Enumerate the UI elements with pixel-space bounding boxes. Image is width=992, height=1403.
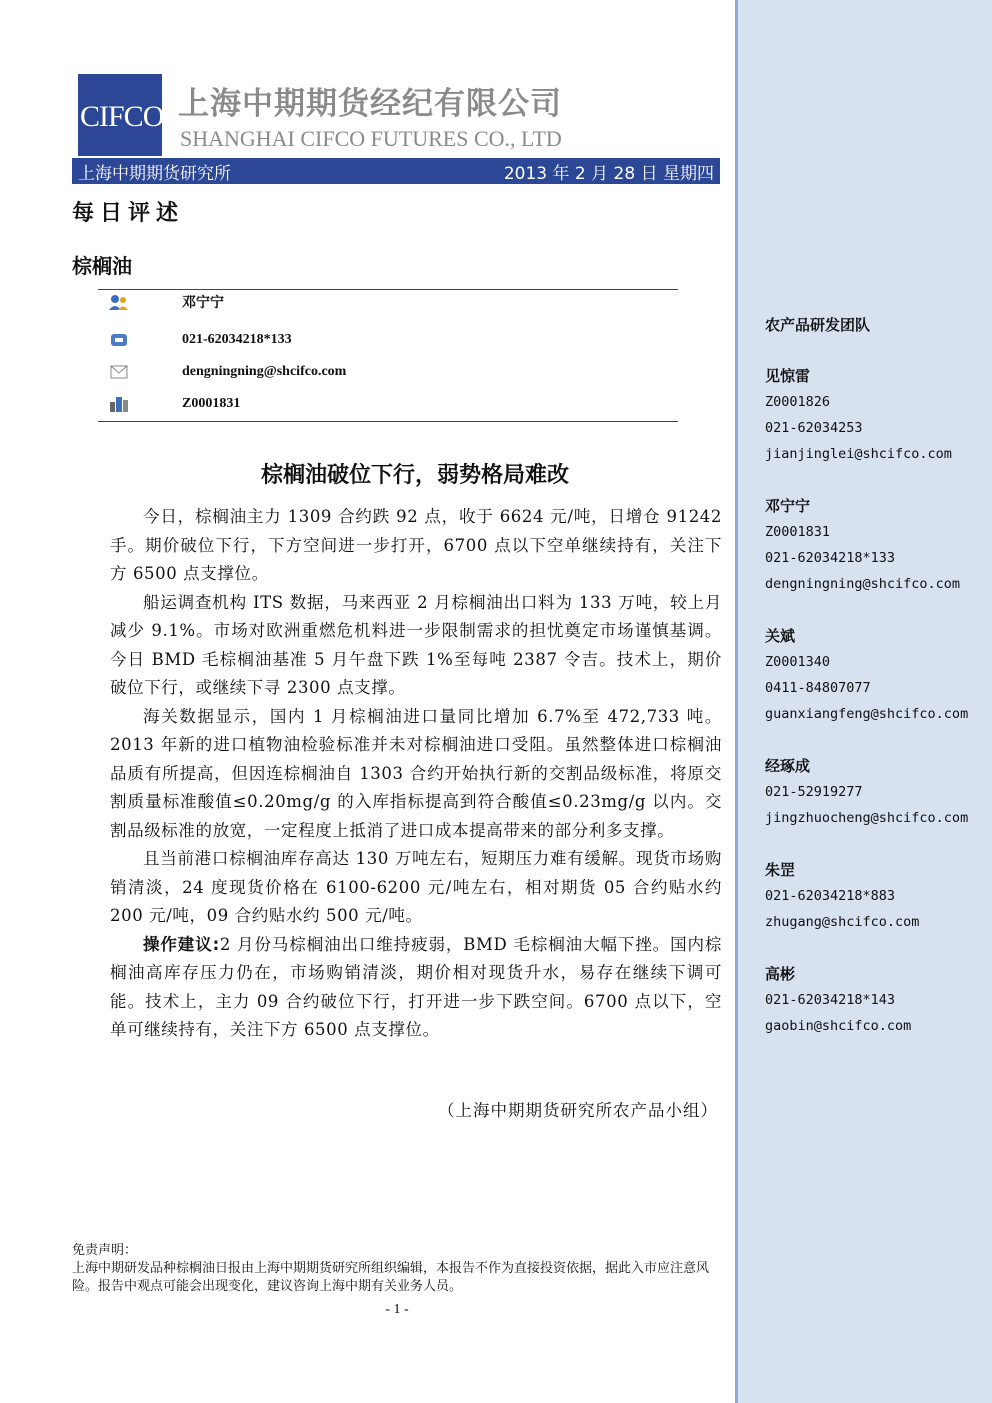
team-member bbox=[765, 493, 960, 597]
member-email[interactable]: guanxiangfeng@shcifco.com bbox=[765, 706, 969, 722]
member-email[interactable]: zhugang@shcifco.com bbox=[765, 914, 920, 930]
member-phone: 021-52919277 bbox=[765, 784, 863, 800]
team-title: 农产品研发团队 bbox=[765, 316, 871, 334]
analyst-license: Z0001831 bbox=[182, 396, 241, 411]
contact-phone-row bbox=[108, 330, 292, 350]
article-headline: 棕榈油破位下行，弱势格局难改 bbox=[260, 463, 569, 488]
analyst-email[interactable]: dengningning@shcifco.com bbox=[182, 364, 347, 379]
team-member bbox=[765, 363, 952, 467]
member-phone: 021-62034218*133 bbox=[765, 550, 896, 566]
member-phone: 0411-84807077 bbox=[765, 680, 871, 696]
contact-bottom-rule bbox=[98, 421, 678, 422]
disclaimer bbox=[72, 1242, 722, 1296]
article-paragraph: 且当前港口棕榈油库存高达 130 万吨左右，短期压力难有缓解。现货市场购销清淡，24 度现货价格在 6100-6200 元/吨左右，相对期货 05 合约贴水约 200 元/吨，09 合约贴水约 500 元/吨。 bbox=[110, 849, 722, 925]
member-name: 经琢成 bbox=[765, 757, 811, 775]
article-paragraph: 船运调查机构 ITS 数据，马来西亚 2 月棕榈油出口料为 133 万吨，较上月减少 9.1%。市场对欧洲重燃危机料进一步限制需求的担忧奠定市场谨慎基调。今日 BMD 毛棕榈油基准 5 月午盘下跌 1%至每吨 2387 令吉。技术上，期价破位下行，或继续下寻 2300 点支撑。 bbox=[110, 592, 722, 697]
advice-paragraph bbox=[110, 931, 722, 1045]
member-phone: 021-62034218*143 bbox=[765, 992, 896, 1008]
member-email[interactable]: jianjinglei@shcifco.com bbox=[765, 446, 952, 462]
header-bar bbox=[72, 158, 720, 184]
contact-license-row bbox=[108, 394, 241, 414]
member-name: 见惊雷 bbox=[765, 367, 811, 385]
telephone-icon bbox=[108, 331, 130, 349]
institute-name: 上海中期期货研究所 bbox=[78, 163, 231, 184]
member-email[interactable]: dengningning@shcifco.com bbox=[765, 576, 961, 592]
building-icon bbox=[108, 395, 130, 413]
team-member bbox=[765, 961, 911, 1039]
member-license: Z0001826 bbox=[765, 394, 831, 410]
member-license: Z0001831 bbox=[765, 524, 831, 540]
advice-label: 操作建议: bbox=[143, 934, 220, 954]
member-phone: 021-62034218*883 bbox=[765, 888, 896, 904]
member-email[interactable]: jingzhuocheng@shcifco.com bbox=[765, 810, 969, 826]
advice-text: 2 月份马棕榈油出口维持疲弱，BMD 毛棕榈油大幅下挫。国内棕榈油高库存压力仍在，市场购销清淡，期价相对现货升水，易存在继续下调可能。技术上，主力 09 合约破位下行，打开进一步下跌空间。6700 点以下，空单可继续持有，关注下方 6500 点支撑位。 bbox=[110, 934, 722, 1039]
article-body bbox=[110, 503, 722, 1045]
member-name: 朱罡 bbox=[765, 861, 796, 879]
company-name-en: SHANGHAI CIFCO FUTURES CO., LTD bbox=[180, 126, 562, 151]
analyst-name: 邓宁宁 bbox=[182, 296, 224, 311]
team-member bbox=[765, 753, 968, 831]
section-title: 每日评述 bbox=[72, 201, 185, 226]
analyst-phone: 021-62034218*133 bbox=[182, 332, 292, 347]
page-number: - 1 - bbox=[385, 1302, 409, 1317]
report-date: 2013 年 2 月 28 日 星期四 bbox=[503, 163, 714, 184]
article-paragraph: 海关数据显示，国内 1 月棕榈油进口量同比增加 6.7%至 472,733 吨。2013 年新的进口植物油检验标准并未对棕榈油进口受阻。虽然整体进口棕榈油品质有所提高，但因连棕榈油自 1303 合约开始执行新的交割品级标准，将原交割质量标准酸值≤0.20mg/g 的入库指标提高到符合酸值≤0.23mg/g 以内。交割品级标准的放宽，一定程度上抵消了进口成本提高带来的部分利多支撑。 bbox=[110, 706, 722, 840]
member-phone: 021-62034253 bbox=[765, 420, 863, 436]
contact-top-rule bbox=[98, 289, 678, 290]
envelope-icon bbox=[108, 363, 130, 381]
article-signature: （上海中期期货研究所农产品小组） bbox=[438, 1101, 718, 1120]
member-name: 高彬 bbox=[765, 965, 796, 983]
contact-name-row bbox=[108, 292, 224, 312]
disclaimer-text: 上海中期研发品种棕榈油日报由上海中期期货研究所组织编辑，本报告不作为直接投资依据，据此入市应注意风险。报告中观点可能会出现变化，建议咨询上海中期有关业务人员。 bbox=[72, 1261, 710, 1294]
team-member bbox=[765, 857, 919, 935]
member-email[interactable]: gaobin@shcifco.com bbox=[765, 1018, 912, 1034]
disclaimer-title: 免责声明： bbox=[72, 1243, 138, 1258]
article-paragraph: 今日，棕榈油主力 1309 合约跌 92 点，收于 6624 元/吨，日增仓 91242 手。期价破位下行，下方空间进一步打开，6700 点以下空单继续持有，关注下方 6500 点支撑位。 bbox=[110, 507, 722, 583]
commodity-title: 棕榈油 bbox=[72, 254, 132, 278]
member-name: 邓宁宁 bbox=[765, 497, 811, 515]
contact-email-row bbox=[108, 362, 347, 382]
company-name-cn: 上海中期期货经纪有限公司 bbox=[178, 86, 562, 122]
team-member bbox=[765, 623, 968, 727]
member-name: 关斌 bbox=[765, 627, 796, 645]
member-license: Z0001340 bbox=[765, 654, 831, 670]
person-icon bbox=[108, 293, 130, 311]
logo-mark: CIFCO bbox=[80, 100, 164, 133]
